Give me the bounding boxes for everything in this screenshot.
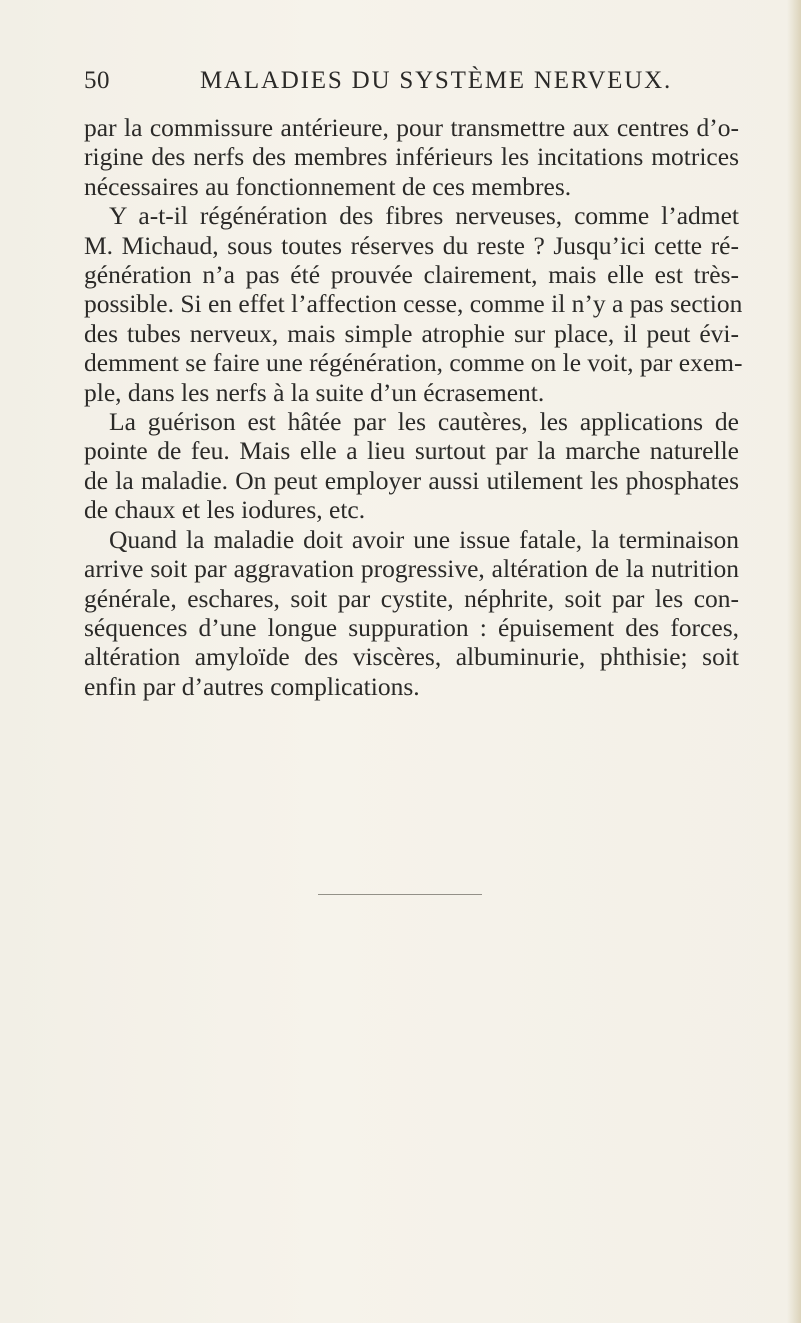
text-line: Y a-t-il régénération des fibres nerveuses, comme l’admet [109, 201, 739, 231]
page-header [84, 66, 744, 106]
running-head: MALADIES DU SYSTÈME NERVEUX. [200, 67, 673, 94]
text-line: Quand la maladie doit avoir une issue fatale, la terminaison [109, 524, 739, 554]
text-line: demment se faire une régénération, comme on le voit, par exem- [84, 348, 743, 378]
text-line: possible. Si en effet l’affection cesse, comme il n’y a pas section [84, 289, 743, 319]
page-edge-shadow [787, 0, 801, 1323]
text-line: enfin par d’autres complications. [84, 671, 420, 701]
body-text [84, 113, 743, 701]
text-line: de la maladie. On peut employer aussi utilement les phosphates [84, 465, 739, 495]
text-line: nécessaires au fonctionnement de ces membres. [84, 171, 572, 201]
text-line: La guérison est hâtée par les cautères, les applications de [109, 407, 739, 437]
text-line: par la commissure antérieure, pour transmettre aux centres d’o- [84, 113, 739, 142]
text-line: altération amyloïde des viscères, albuminurie, phthisie; soit [84, 642, 739, 672]
paragraph-1 [84, 113, 739, 201]
section-divider [318, 894, 482, 895]
text-line: des tubes nerveux, mais simple atrophie sur place, il peut évi- [84, 318, 739, 348]
page-number: 50 [84, 67, 110, 94]
text-line: rigine des nerfs des membres inférieurs les incitations motrices [84, 142, 739, 172]
text-line: arrive soit par aggravation progressive, altération de la nutrition [84, 554, 739, 584]
paragraph-3 [84, 407, 739, 525]
text-line: M. Michaud, sous toutes réserves du reste ? Jusqu’ici cette ré- [84, 230, 739, 260]
text-line: pointe de feu. Mais elle a lieu surtout par la marche naturelle [84, 436, 739, 466]
text-line: séquences d’une longue suppuration : épuisement des forces, [84, 612, 739, 642]
text-line: génération n’a pas été prouvée clairement, mais elle est très- [84, 260, 739, 290]
text-line: de chaux et les iodures, etc. [84, 495, 366, 525]
paragraph-4 [84, 525, 739, 701]
paragraph-2 [84, 201, 743, 407]
text-line: générale, eschares, soit par cystite, néphrite, soit par les con- [84, 583, 739, 613]
text-line: ple, dans les nerfs à la suite d’un écrasement. [84, 377, 545, 407]
